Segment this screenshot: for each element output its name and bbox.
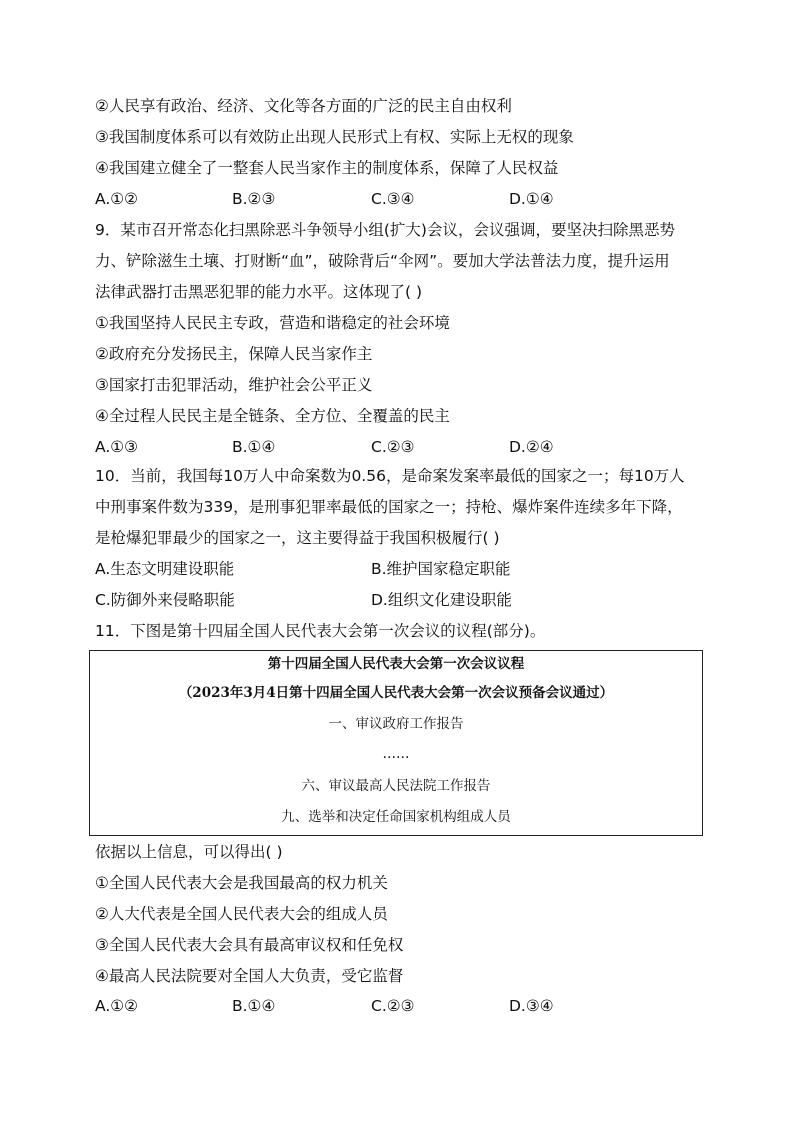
q9-statement-1: ①我国坚持人民民主专政，营造和谐稳定的社会环境 — [95, 314, 450, 332]
q9-answer-c: C.②③ — [371, 438, 415, 456]
q9-statement-4: ④全过程人民民主是全链条、全方位、全覆盖的民主 — [95, 407, 450, 425]
q9-statement-2: ②政府充分发扬民主，保障人民当家作主 — [95, 345, 373, 363]
q10-answer-d: D.组织文化建设职能 — [371, 591, 512, 609]
q11-stem: 11．下图是第十四届全国人民代表大会第一次会议的议程(部分)。 — [95, 622, 546, 640]
q11-statement-1: ①全国人民代表大会是我国最高的权力机关 — [95, 874, 388, 892]
q11-answer-a: A.①② — [95, 997, 139, 1015]
agenda-box — [89, 650, 703, 836]
q11-question: 依据以上信息，可以得出( ) — [95, 843, 283, 861]
q10-answer-a: A.生态文明建设职能 — [95, 560, 235, 578]
agenda-subtitle: （2023年3月4日第十四届全国人民代表大会第一次会议预备会议通过） — [178, 685, 614, 701]
q9-stem-line-3: 法律武器打击黑恶犯罪的能力水平。这体现了( ) — [95, 283, 423, 301]
agenda-ellipsis: …… — [382, 746, 410, 762]
agenda-title: 第十四届全国人民代表大会第一次会议议程 — [267, 656, 525, 672]
q8-answer-row — [95, 189, 715, 209]
q8-answer-b: B.②③ — [232, 190, 276, 208]
q8-answer-a: A.①② — [95, 190, 139, 208]
q9-answer-d: D.②④ — [509, 438, 554, 456]
q11-answer-row — [95, 996, 715, 1016]
q11-answer-b: B.①④ — [232, 997, 276, 1015]
q10-stem-line-1: 10．当前，我国每10万人中命案数为0.56，是命案发案率最低的国家之一；每10万人 — [95, 467, 685, 485]
q11-statement-2: ②人大代表是全国人民代表大会的组成人员 — [95, 905, 388, 923]
q9-stem-line-2: 力、铲除滋生土壤、打财断“血”，破除背后“伞网”。要加大学法普法力度，提升运用 — [95, 252, 670, 270]
q8-answer-d: D.①④ — [509, 190, 554, 208]
q9-answer-row — [95, 437, 715, 457]
q9-stem-line-1: 9．某市召开常态化扫黑除恶斗争领导小组(扩大)会议，会议强调，要坚决扫除黑恶势 — [95, 221, 675, 239]
agenda-item-9: 九、选举和决定任命国家机构组成人员 — [281, 809, 511, 825]
agenda-item-1: 一、审议政府工作报告 — [328, 716, 464, 732]
q8-statement-4: ④我国建立健全了一整套人民当家作主的制度体系，保障了人民权益 — [95, 159, 559, 177]
agenda-item-6: 六、审议最高人民法院工作报告 — [301, 778, 491, 794]
q11-statement-4: ④最高人民法院要对全国人大负责，受它监督 — [95, 967, 404, 985]
q11-answer-d: D.③④ — [509, 997, 554, 1015]
q11-statement-3: ③全国人民代表大会具有最高审议权和任免权 — [95, 936, 404, 954]
q10-answer-c: C.防御外来侵略职能 — [95, 591, 235, 609]
q10-stem-line-3: 是枪爆犯罪最少的国家之一，这主要得益于我国积极履行( ) — [95, 529, 500, 547]
q10-answer-row-2 — [95, 590, 715, 610]
q8-answer-c: C.③④ — [371, 190, 415, 208]
q9-answer-b: B.①④ — [232, 438, 276, 456]
q9-answer-a: A.①③ — [95, 438, 139, 456]
q9-statement-3: ③国家打击犯罪活动，维护社会公平正义 — [95, 376, 373, 394]
q10-stem-line-2: 中刑事案件数为339，是刑事犯罪率最低的国家之一；持枪、爆炸案件连续多年下降， — [95, 498, 683, 516]
q8-statement-2: ②人民享有政治、经济、文化等各方面的广泛的民主自由权利 — [95, 97, 512, 115]
q10-answer-row-1 — [95, 559, 715, 579]
q11-answer-c: C.②③ — [371, 997, 415, 1015]
q10-answer-b: B.维护国家稳定职能 — [371, 560, 511, 578]
q8-statement-3: ③我国制度体系可以有效防止出现人民形式上有权、实际上无权的现象 — [95, 128, 574, 146]
